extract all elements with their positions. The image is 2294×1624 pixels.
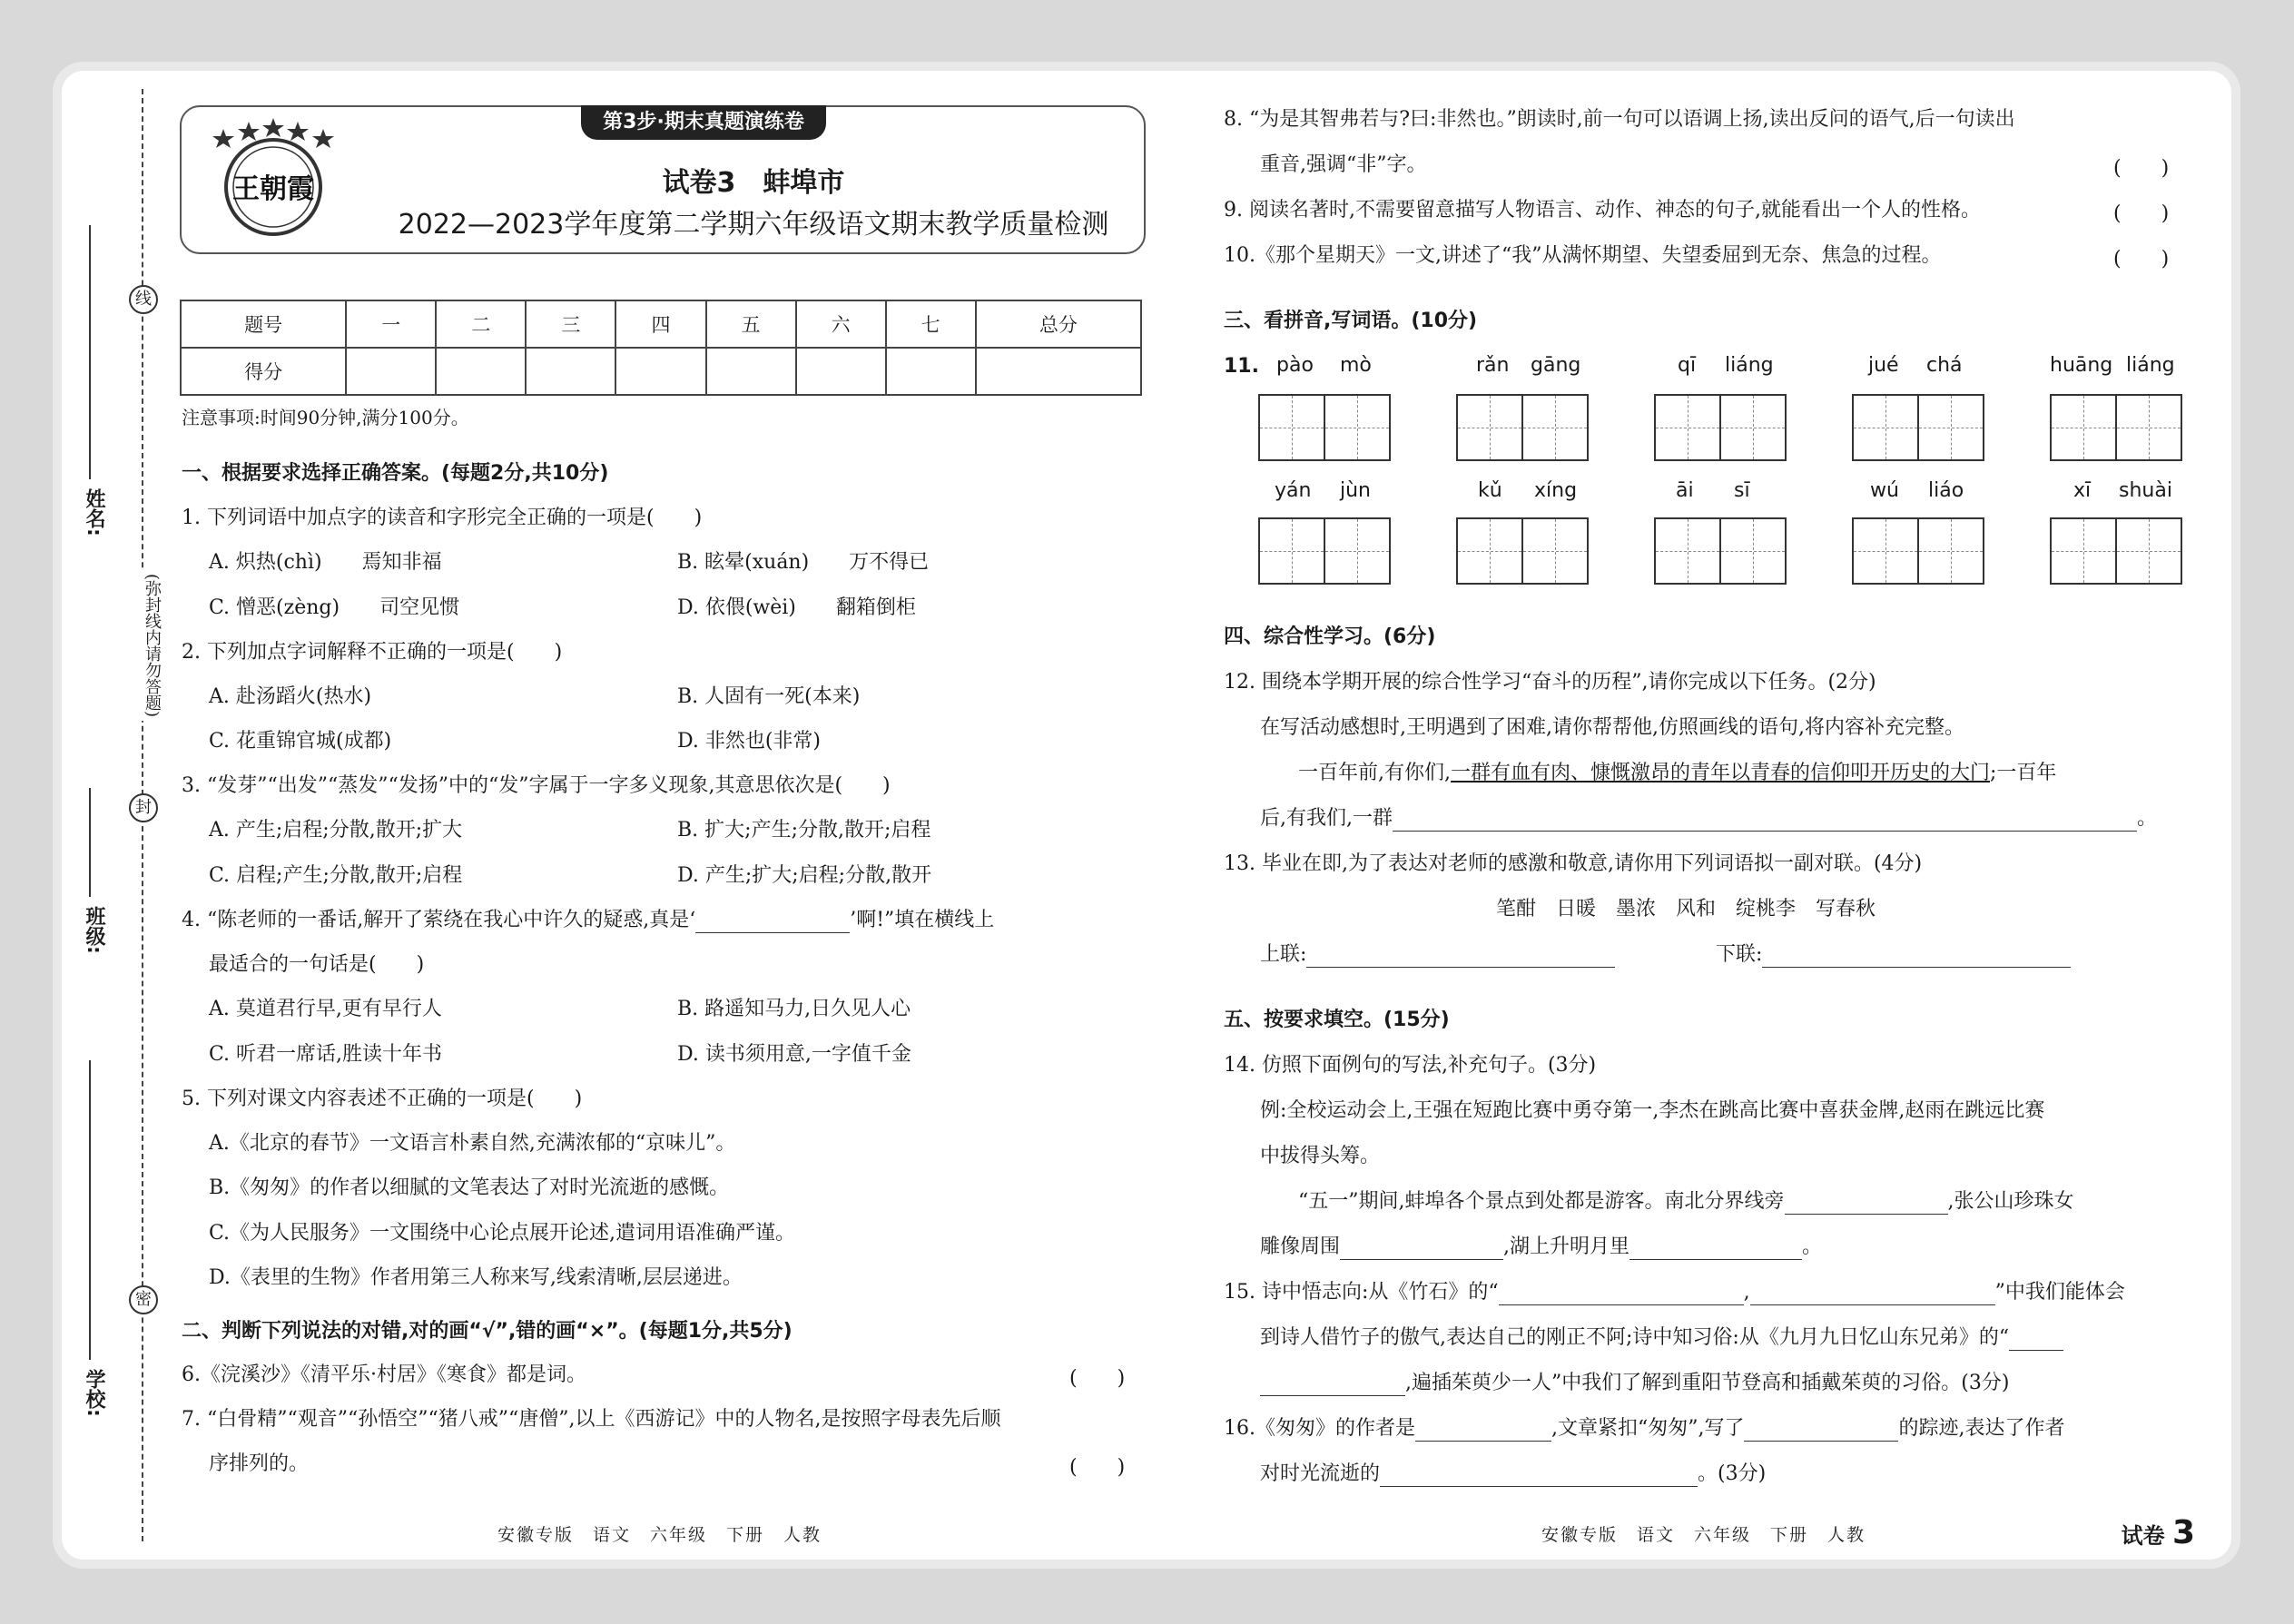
q12-line1: 一百年前,有你们,一群有血有肉、慷慨激昂的青年以青春的信仰叩开历史的大门;一百年 (1298, 762, 2057, 784)
upper-couplet-field[interactable] (1306, 947, 1615, 968)
q14-blank-2[interactable] (1340, 1239, 1503, 1260)
pinyin-9b: liáo (1928, 479, 1964, 502)
q3-option-a[interactable]: A. 产生;启程;分散,散开;扩大 (209, 819, 463, 842)
q16-line1: 16.《匆匆》的作者是 ,文章紧扣“匆匆”,写了 的踪迹,表达了作者 (1224, 1417, 2065, 1440)
q5-option-a[interactable]: A.《北京的春节》一文语言朴素自然,充满浓郁的“京味儿”。 (209, 1132, 736, 1155)
q8-answer-box[interactable]: ( ) (2113, 157, 2170, 180)
footer-left: 安徽专版 语文 六年级 下册 人教 (497, 1525, 822, 1545)
school-field[interactable] (89, 1060, 91, 1360)
q8-text-2: 重音,强调“非”字。 (1260, 153, 1427, 176)
lower-couplet-field[interactable] (1762, 947, 2071, 968)
pinyin-6b: jùn (1340, 479, 1371, 502)
answer-grid[interactable] (1258, 394, 1389, 461)
score-row-label: 得分 (181, 348, 346, 395)
q10-text: 10.《那个星期天》一文,讲述了“我”从满怀期望、失望委屈到无奈、焦急的过程。 (1224, 244, 1942, 267)
q4-stem-2: 最适合的一句话是( ) (209, 953, 425, 976)
q13-upper: 上联: (1260, 942, 1615, 968)
answer-grid[interactable] (1456, 394, 1587, 461)
pinyin-2b: gāng (1531, 354, 1581, 377)
q14-blank-1[interactable] (1785, 1194, 1948, 1215)
score-cell[interactable] (706, 348, 796, 395)
q1-stem: 1. 下列词语中加点字的读音和字形完全正确的一项是( ) (182, 507, 703, 529)
score-table (180, 300, 1142, 396)
q9-text: 9. 阅读名著时,不需要留意描写人物语言、动作、神态的句子,就能看出一个人的性格。 (1224, 199, 1981, 221)
answer-grid[interactable] (2050, 517, 2181, 585)
q15-blank-3[interactable] (2009, 1330, 2063, 1351)
q2-stem: 2. 下列加点字词解释不正确的一项是( ) (182, 641, 563, 664)
table-row (181, 300, 1141, 348)
binding-tip: (弥封线内请勿答题) (123, 570, 163, 721)
score-header-cell: 三 (526, 300, 615, 348)
score-cell[interactable] (976, 348, 1141, 395)
score-cell[interactable] (346, 348, 436, 395)
q4-option-a[interactable]: A. 莫道君行早,更有早行人 (209, 998, 442, 1020)
q16-blank-2[interactable] (1744, 1421, 1898, 1442)
q5-option-b[interactable]: B.《匆匆》的作者以细腻的文笔表达了对时光流逝的感慨。 (209, 1176, 730, 1199)
page-number: 试卷 3 (2121, 1514, 2195, 1551)
section1-title: 一、根据要求选择正确答案。(每题2分,共10分) (182, 462, 609, 485)
q5-option-c[interactable]: C.《为人民服务》一文围绕中心论点展开论述,遣词用语准确严谨。 (209, 1222, 796, 1245)
q16-blank-3[interactable] (1380, 1466, 1698, 1487)
pinyin-9a: wú (1870, 479, 1899, 502)
pinyin-8a: āi (1676, 479, 1694, 502)
name-label: 姓名: (83, 488, 105, 536)
section5-title: 五、按要求填空。(15分) (1224, 1009, 1450, 1031)
q1-option-d[interactable]: D. 依偎(wèi) 翻箱倒柜 (677, 596, 916, 619)
q13-stem: 13. 毕业在即,为了表达对老师的感激和敬意,请你用下列词语拟一副对联。(4分) (1224, 852, 1923, 875)
score-header-cell: 总分 (976, 300, 1141, 348)
pinyin-4b: chá (1926, 354, 1963, 377)
binding-mark-secret: 密 (129, 1285, 158, 1314)
q13-lower: 下联: (1716, 942, 2071, 968)
q13-words: 笔酣 日暖 墨浓 风和 绽桃李 写春秋 (1496, 898, 1876, 920)
q2-option-a[interactable]: A. 赴汤蹈火(热水) (209, 685, 372, 708)
brand-logo-icon (196, 118, 350, 241)
answer-grid[interactable] (1654, 394, 1785, 461)
q12-line2: 后,有我们,一群 。 (1260, 807, 2158, 830)
q7-text-2: 序排列的。 (209, 1452, 310, 1475)
binding-strip (53, 62, 180, 1569)
exam-sheet (53, 62, 2240, 1569)
paper-title: 试卷3 蚌埠市 (662, 167, 845, 199)
q4-stem: 4. “陈老师的一番话,解开了萦绕在我心中许久的疑惑,真是‘ ’啊!”填在横线上 (182, 909, 995, 931)
paper-header (180, 105, 1146, 254)
q6-answer-box[interactable]: ( ) (1069, 1367, 1126, 1390)
q14-example: 例:全校运动会上,王强在短跑比赛中勇夺第一,李杰在跳高比赛中喜获金牌,赵雨在跳远比赛 (1260, 1099, 2045, 1122)
brand-logo (196, 118, 350, 241)
q11-number: 11. (1224, 355, 1259, 378)
q15-line2: 到诗人借竹子的傲气,表达自己的刚正不阿;诗中知习俗:从《九月九日忆山东兄弟》的“ (1260, 1325, 2063, 1351)
score-header-cell: 五 (706, 300, 796, 348)
q1-option-a[interactable]: A. 炽热(chì) 焉知非福 (209, 551, 442, 574)
q3-stem: 3. “发芽”“出发”“蒸发”“发扬”中的“发”字属于一字多义现象,其意思依次是( ) (182, 774, 891, 797)
q14-blank-3[interactable] (1629, 1239, 1802, 1260)
section3-title: 三、看拼音,写词语。(10分) (1224, 310, 1478, 332)
q14-line2: 雕像周围 ,湖上升明月里 。 (1260, 1235, 1823, 1258)
q16-line2: 对时光流逝的 。(3分) (1260, 1462, 1767, 1485)
answer-grid[interactable] (1654, 517, 1785, 585)
q12-intro: 在写活动感想时,王明遇到了困难,请你帮帮他,仿照画线的语句,将内容补充完整。 (1260, 716, 1964, 739)
q14-example-2: 中拔得头筹。 (1260, 1145, 1381, 1167)
pinyin-4a: jué (1868, 354, 1899, 377)
answer-grid[interactable] (1852, 517, 1983, 585)
pinyin-10a: xī (2073, 479, 2092, 502)
q15-line3: ,遍插茱萸少一人”中我们了解到重阳节登高和插戴茱萸的习俗。(3分) (1260, 1371, 2009, 1396)
pinyin-7b: xíng (1534, 479, 1578, 502)
q15-blank-1[interactable] (1499, 1284, 1744, 1305)
score-cell[interactable] (526, 348, 615, 395)
answer-grid[interactable] (2050, 394, 2181, 461)
q3-option-d[interactable]: D. 产生;扩大;启程;分散,散开 (677, 864, 932, 887)
q3-option-c[interactable]: C. 启程;产生;分散,散开;启程 (209, 864, 463, 887)
footer-right: 安徽专版 语文 六年级 下册 人教 (1541, 1525, 1866, 1545)
q1-option-b[interactable]: B. 眩晕(xuán) 万不得已 (677, 551, 930, 574)
q7-text: 7. “白骨精”“观音”“孙悟空”“猪八戒”“唐僧”,以上《西游记》中的人物名,是按照字母表先后顺 (182, 1408, 1001, 1431)
q2-option-b[interactable]: B. 人固有一死(本来) (677, 685, 861, 708)
q2-option-d[interactable]: D. 非然也(非常) (677, 730, 822, 753)
q1-option-c[interactable]: C. 憎恶(zèng) 司空见惯 (209, 596, 460, 619)
q4-blank[interactable] (695, 912, 850, 933)
q3-option-b[interactable]: B. 扩大;产生;分散,散开;启程 (677, 819, 931, 842)
notice: 注意事项:时间90分钟,满分100分。 (182, 407, 469, 428)
q14-stem: 14. 仿照下面例句的写法,补充句子。(3分) (1224, 1054, 1597, 1077)
pinyin-2a: rǎn (1476, 354, 1510, 377)
score-header-cell: 四 (615, 300, 705, 348)
q4-option-b[interactable]: B. 路遥知马力,日久见人心 (677, 998, 911, 1020)
pinyin-3b: liáng (1725, 354, 1774, 377)
q16-blank-1[interactable] (1415, 1421, 1551, 1442)
score-cell[interactable] (436, 348, 526, 395)
pinyin-8b: sī (1734, 479, 1750, 502)
q5-option-d[interactable]: D.《表里的生物》作者用第三人称来写,线索清晰,层层递进。 (209, 1266, 743, 1289)
pinyin-1a: pào (1276, 354, 1314, 377)
pinyin-7a: kǔ (1478, 479, 1502, 502)
answer-grid[interactable] (1456, 517, 1587, 585)
q15-blank-2[interactable] (1750, 1284, 1995, 1305)
pinyin-6a: yán (1275, 479, 1312, 502)
q6-text: 6.《浣溪沙》《清平乐·村居》《寒食》都是词。 (182, 1363, 586, 1386)
score-header-cell: 二 (436, 300, 526, 348)
q12-blank[interactable] (1393, 811, 2137, 832)
name-field[interactable] (89, 225, 91, 479)
paper-subtitle: 2022—2023学年度第二学期六年级语文期末教学质量检测 (398, 209, 1109, 241)
score-header-cell: 一 (346, 300, 436, 348)
score-header-cell: 六 (796, 300, 886, 348)
pinyin-3a: qī (1678, 354, 1697, 377)
table-row (181, 348, 1141, 395)
q12-stem: 12. 围绕本学期开展的综合性学习“奋斗的历程”,请你完成以下任务。(2分) (1224, 671, 1876, 694)
score-cell[interactable] (796, 348, 886, 395)
score-cell[interactable] (886, 348, 976, 395)
q4-option-c[interactable]: C. 听君一席话,胜读十年书 (209, 1043, 443, 1066)
q15-line1: 15. 诗中悟志向:从《竹石》的“ , ”中我们能体会 (1224, 1281, 2125, 1304)
pinyin-5b: liáng (2126, 354, 2175, 377)
school-label: 学校: (83, 1369, 105, 1417)
q15-blank-4[interactable] (1260, 1375, 1405, 1396)
svg-text:王朝霞: 王朝霞 (232, 173, 314, 205)
q14-line1: “五一”期间,蚌埠各个景点到处都是游客。南北分界线旁 ,张公山珍珠女 (1298, 1190, 2074, 1213)
class-field[interactable] (89, 788, 91, 897)
section4-title: 四、综合性学习。(6分) (1224, 625, 1436, 648)
score-header-cell: 七 (886, 300, 976, 348)
answer-grid[interactable] (1258, 517, 1389, 585)
q9-answer-box[interactable]: ( ) (2113, 202, 2170, 225)
step-tag: 第3步·期末真题演练卷 (581, 105, 826, 140)
binding-mark-line: 线 (129, 285, 158, 314)
q10-answer-box[interactable]: ( ) (2113, 248, 2170, 271)
q2-option-c[interactable]: C. 花重锦官城(成都) (209, 730, 392, 753)
score-cell[interactable] (615, 348, 705, 395)
score-header-cell: 题号 (181, 300, 346, 348)
binding-mark-seal: 封 (129, 793, 158, 822)
class-label: 班级: (83, 906, 105, 954)
pinyin-10b: shuài (2119, 479, 2172, 502)
q7-answer-box[interactable]: ( ) (1069, 1456, 1126, 1479)
answer-grid[interactable] (1852, 394, 1983, 461)
pinyin-1b: mò (1340, 354, 1372, 377)
q4-option-d[interactable]: D. 读书须用意,一字值千金 (677, 1043, 911, 1066)
section2-title: 二、判断下列说法的对错,对的画“√”,错的画“×”。(每题1分,共5分) (182, 1320, 793, 1343)
q8-text: 8. “为是其智弗若与?曰:非然也。”朗读时,前一句可以语调上扬,读出反问的语气,后一句读出 (1224, 108, 2015, 131)
q5-stem: 5. 下列对课文内容表述不正确的一项是( ) (182, 1088, 583, 1110)
pinyin-5a: huāng (2050, 354, 2113, 377)
